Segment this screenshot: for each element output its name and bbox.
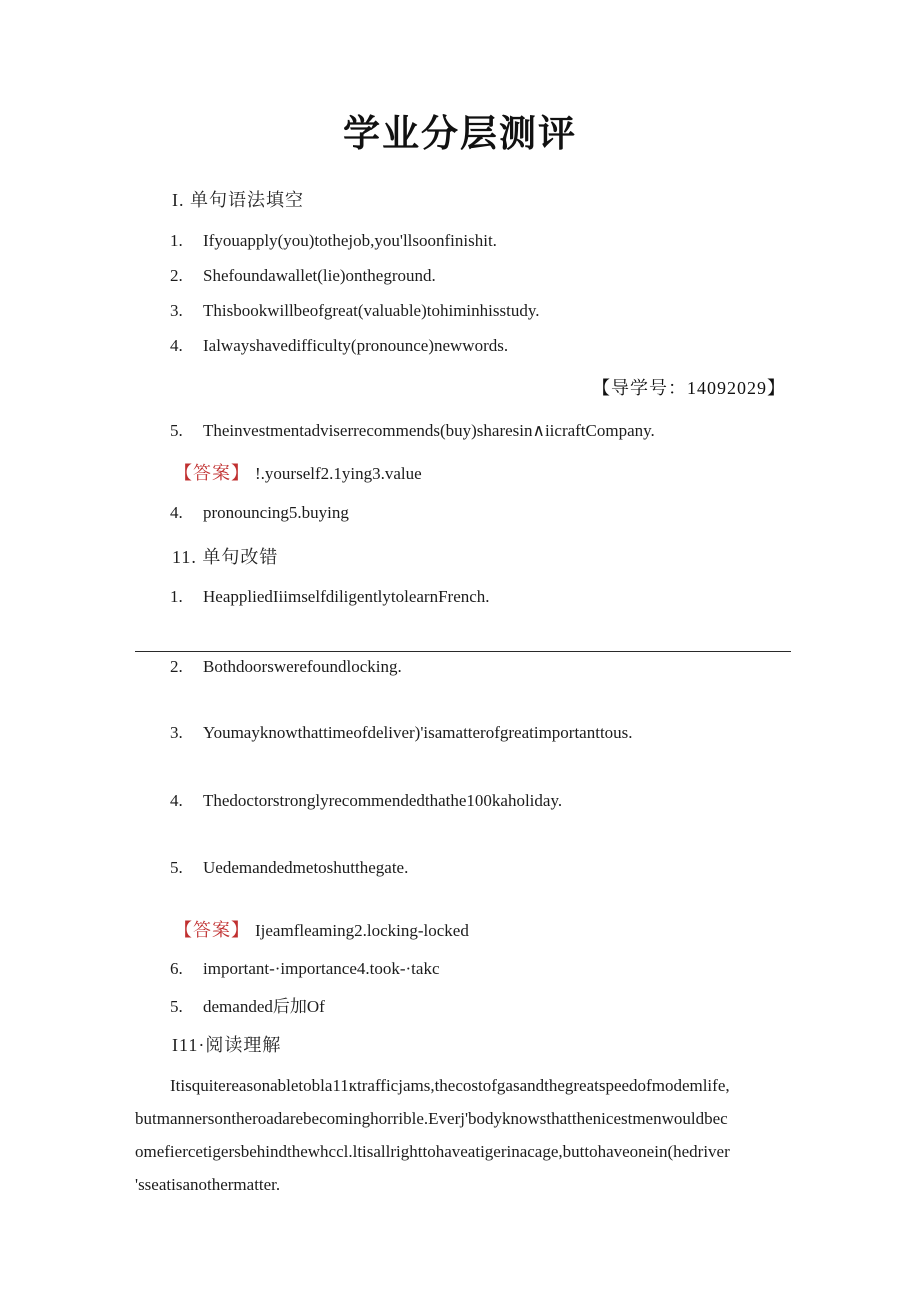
- item-number: 1.: [170, 587, 183, 606]
- paragraph-line: Itisquitereasonabletobla11кtrafficjams,thecostofgasandthegreatspeedofmodemlife,: [170, 1076, 730, 1095]
- item-number: 2.: [170, 657, 183, 676]
- answer-text: !.yourself2.1ying3.value: [255, 464, 422, 483]
- item-number: 4.: [170, 336, 183, 355]
- item-text: Bothdoorswerefoundlocking.: [203, 657, 402, 676]
- guide-number: 【导学号：14092029】: [592, 378, 786, 398]
- item-number: 4.: [170, 503, 183, 522]
- list-item: [170, 586, 790, 607]
- item-number: 6.: [170, 959, 183, 978]
- answer-label: 【答案】: [174, 920, 250, 940]
- item-number: 5.: [170, 997, 183, 1016]
- answer-row: [170, 502, 790, 523]
- list-item: [170, 722, 790, 743]
- item-number: 2.: [170, 266, 183, 285]
- item-number: 3.: [170, 301, 183, 320]
- list-item: [170, 300, 790, 321]
- section3-heading: I11·阅读理解: [172, 1035, 282, 1055]
- item-text: Ifyouapply(you)tothejob,you'llsoonfinishit.: [203, 231, 497, 250]
- list-item: [170, 335, 790, 356]
- answer-row: [170, 958, 790, 979]
- paragraph-line: butmannersontheroadarebecominghorrible.Everj'bodyknowsthatthenicestmenwouldbec: [135, 1109, 728, 1128]
- answer-text: Ijeamfleaming2.locking-locked: [255, 921, 469, 940]
- item-number: 5.: [170, 858, 183, 877]
- item-text: Thisbookwillbeofgreat(valuable)tohiminhisstudy.: [203, 301, 540, 320]
- item-text: Ialwayshavedifficulty(pronounce)newwords.: [203, 336, 509, 355]
- item-number: 5.: [170, 421, 183, 440]
- list-item: [170, 857, 790, 878]
- divider-line: [135, 651, 791, 652]
- paragraph-line: omefiercetigersbehindthewhccl.ltisallrighttohaveatigerinacage,buttohaveonein(hedriver: [135, 1142, 730, 1161]
- section1-heading: I. 单句语法填空: [172, 190, 304, 210]
- answer-row: [170, 996, 790, 1017]
- item-text: Youmayknowthattimeofdeliver)'isamatterofgreatimportanttous.: [203, 723, 633, 742]
- list-item: [170, 265, 790, 286]
- answer-text: demanded后加Of: [203, 997, 325, 1016]
- item-text: Shefoundawallet(lie)ontheground.: [203, 266, 436, 285]
- item-number: 3.: [170, 723, 183, 742]
- item-text: Uedemandedmetoshutthegate.: [203, 858, 409, 877]
- answer-text: pronouncing5.buying: [203, 503, 349, 522]
- section2-heading: 11. 单句改错: [172, 547, 279, 567]
- item-text: Thedoctorstronglyrecommendedthathe100kaholiday.: [203, 791, 563, 810]
- answer-label: 【答案】: [174, 463, 250, 483]
- answer-row: [174, 920, 790, 941]
- page-title: 学业分层测评: [343, 113, 577, 154]
- item-number: 1.: [170, 231, 183, 250]
- list-item: [170, 656, 790, 677]
- answer-row: [174, 463, 790, 484]
- list-item: [170, 230, 790, 251]
- paragraph-line: 'sseatisanothermatter.: [135, 1175, 281, 1194]
- list-item: [170, 420, 790, 441]
- list-item: [170, 790, 790, 811]
- item-number: 4.: [170, 791, 183, 810]
- answer-text: important-·importance4.took-·takc: [203, 959, 440, 978]
- item-text: HeappliedIiimselfdiligentlytolearnFrench.: [203, 587, 490, 606]
- item-text: Theinvestmentadviserrecommends(buy)sharesin∧iicraftCompany.: [203, 421, 655, 440]
